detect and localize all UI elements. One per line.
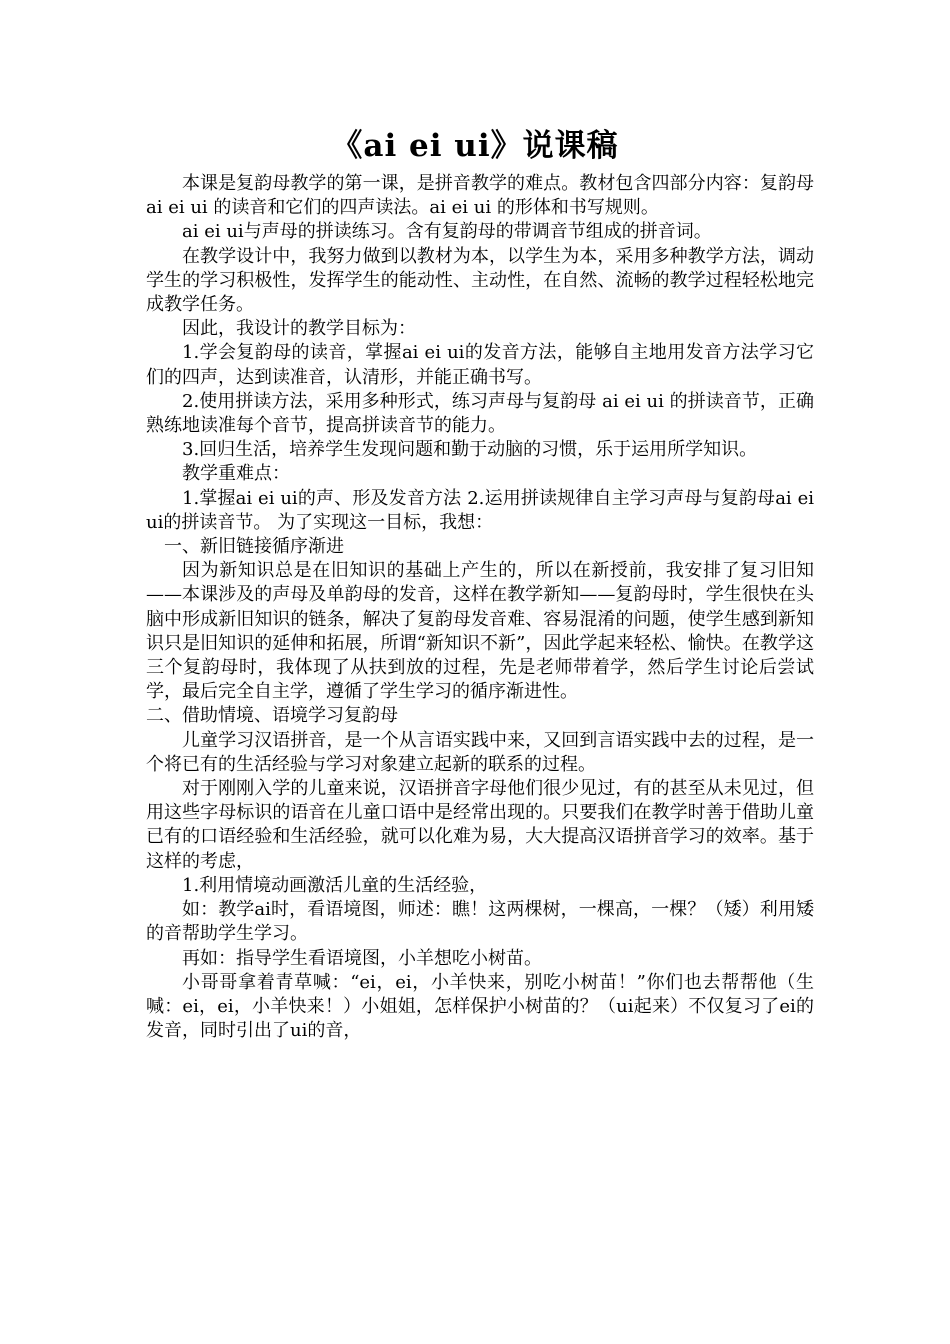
paragraph-section-2b: 对于刚刚入学的儿童来说，汉语拼音字母他们很少见过，有的甚至从未见过，但用这些字母标识的语音在儿童口语中是经常出现的。只要我们在教学时善于借助儿童已有的口语经验和生活经验，就可以化难为易，大大提高汉语拼音学习的效率。基于这样的考虑，: [146, 778, 814, 872]
document-body: [146, 172, 814, 1043]
paragraph-method-1: 1.利用情境动画激活儿童的生活经验，: [182, 874, 488, 896]
paragraph-design: 在教学设计中，我努力做到以教材为本，以学生为本，采用多种教学方法，调动学生的学习积极性，发挥学生的能动性、主动性，在自然、流畅的教学过程轻松地完成教学任务。: [146, 245, 814, 316]
paragraph-intro: 本课是复韵母教学的第一课，是拼音教学的难点。教材包含四部分内容：复韵母ai ei ui 的读音和它们的四声读法。ai ei ui 的形体和书写规则。: [146, 173, 814, 219]
paragraph-example-1: 如：教学ai时，看语境图，师述：瞧！这两棵树，一棵高，一棵？（矮）利用矮的音帮助学生学习。: [146, 899, 814, 945]
section-heading-1: 一、新旧链接循序渐进: [164, 536, 344, 558]
section-heading-2: 二、借助情境、语境学习复韵母: [146, 705, 398, 727]
paragraph-section-2a: 儿童学习汉语拼音，是一个从言语实践中来，又回到言语实践中去的过程，是一个将已有的生活经验与学习对象建立起新的联系的过程。: [146, 729, 814, 775]
paragraph-goals-intro: 因此，我设计的教学目标为：: [182, 318, 416, 340]
paragraph-goal-3: 3.回归生活，培养学生发现问题和勤于动脑的习惯，乐于运用所学知识。: [182, 439, 758, 461]
paragraph-content: ai ei ui与声母的拼读练习。含有复韵母的带调音节组成的拼音词。: [182, 221, 712, 243]
paragraph-key-points: 1.掌握ai ei ui的声、形及发音方法 2.运用拼读规律自主学习声母与复韵母ai ei ui的拼读音节。 为了实现这一目标，我想：: [146, 487, 814, 533]
paragraph-goal-2: 2.使用拼读方法，采用多种形式，练习声母与复韵母 ai ei ui 的拼读音节，正确熟练地读准每个音节，提高拼读音节的能力。: [146, 390, 814, 437]
paragraph-key-points-heading: 教学重难点：: [182, 463, 290, 485]
paragraph-goal-1: 1.学会复韵母的读音，掌握ai ei ui的发音方法，能够自主地用发音方法学习它们的四声，达到读准音，认清形，并能正确书写。: [146, 342, 814, 388]
paragraph-section-1: 因为新知识总是在旧知识的基础上产生的，所以在新授前，我安排了复习旧知——本课涉及的声母及单韵母的发音，这样在教学新知——复韵母时，学生很快在头脑中形成新旧知识的链条，解决了复韵母发音难、容易混淆的问题，使学生感到新知识只是旧知识的延伸和拓展，所谓“新知识不新”，因此学起来轻松、愉快。在教学这三个复韵母时，我体现了从扶到放的过程，先是老师带着学，然后学生讨论后尝试学，最后完全自主学，遵循了学生学习的循序渐进性。: [146, 560, 814, 703]
document-title: 《ai ei ui》说课稿: [331, 128, 619, 164]
paragraph-example-2: 再如：指导学生看语境图，小羊想吃小树苗。: [182, 947, 542, 969]
paragraph-example-3: 小哥哥拿着青草喊：“ei，ei，小羊快来，别吃小树苗！”你们也去帮帮他（生喊：ei，ei，小羊快来！）小姐姐，怎样保护小树苗的？（ui起来）不仅复习了ei的发音，同时引出了ui的音，: [146, 971, 814, 1042]
